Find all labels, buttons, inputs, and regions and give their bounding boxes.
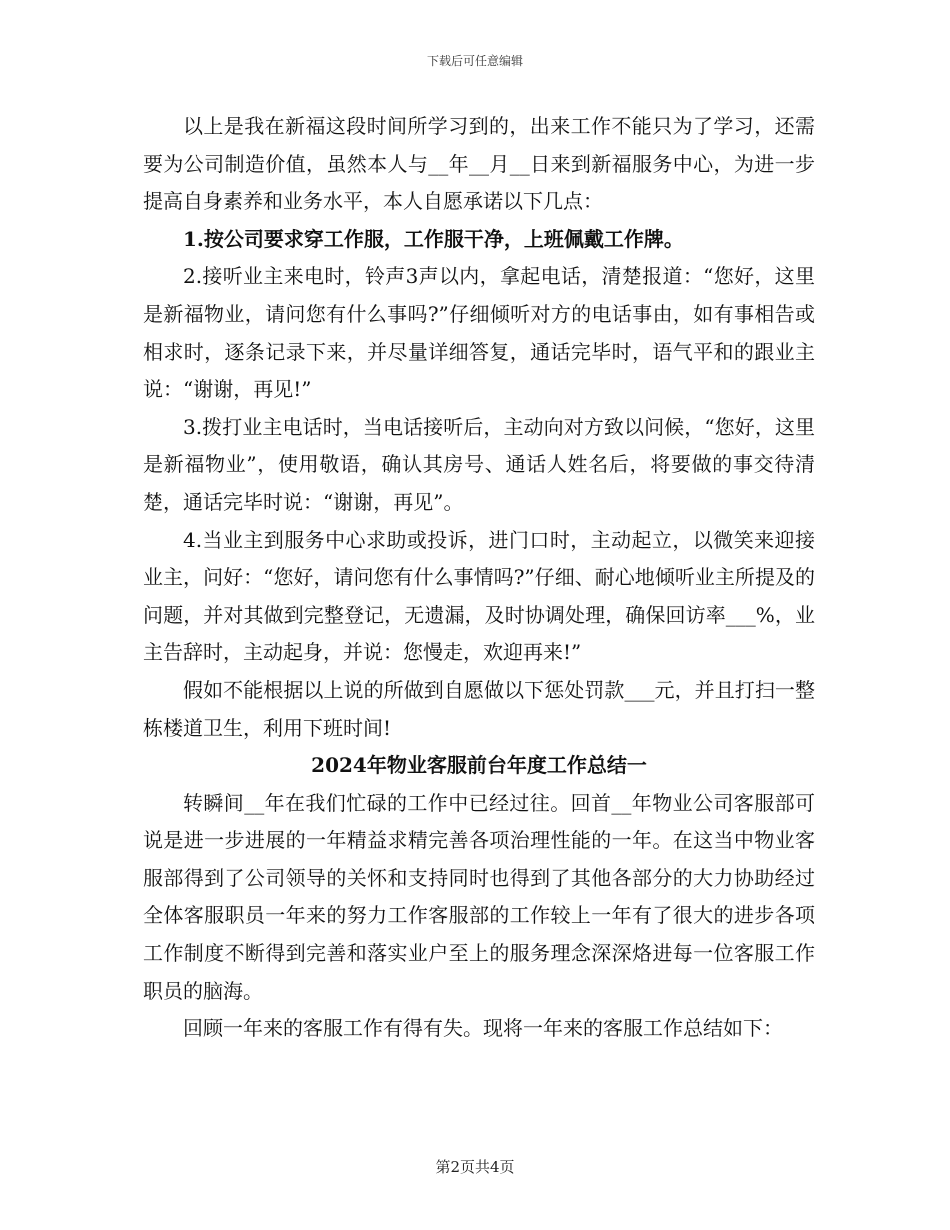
paragraph-item-1: 1.按公司要求穿工作服，工作服干净，上班佩戴工作牌。 bbox=[183, 226, 684, 251]
page-number: 第2页共4页 bbox=[435, 1158, 515, 1176]
paragraph-item-4: 4.当业主到服务中心求助或投诉，进门口时，主动起立，以微笑来迎接业主，问好：“您好，请问您有什么事情吗?”仔细、耐心地倾听业主所提及的问题，并对其做到完整登记，无遗漏，及时协调处理，确保回访率___%，业主告辞时，主动起身，并说：您慢走，欢迎再来!” bbox=[143, 527, 815, 665]
paragraph-summary-review: 回顾一年来的客服工作有得有失。现将一年来的客服工作总结如下： bbox=[183, 1016, 783, 1041]
paragraph-commitment-intro: 以上是我在新福这段时间所学习到的，出来工作不能只为了学习，还需要为公司制造价值，虽然本人与__年__月__日来到新福服务中心，为进一步提高自身素养和业务水平，本人自愿承诺以下几点： bbox=[143, 114, 815, 214]
section-title: 2024年物业客服前台年度工作总结一 bbox=[311, 753, 647, 778]
document-body bbox=[143, 108, 815, 1048]
paragraph-penalty: 假如不能根据以上说的所做到自愿做以下惩处罚款___元，并且打扫一整栋楼道卫生，利用下班时间! bbox=[143, 677, 815, 740]
page-header-note: 下载后可任意编辑 bbox=[426, 54, 523, 68]
paragraph-item-3: 3.拨打业主电话时，当电话接听后，主动向对方致以问候，“您好，这里是新福物业”，使用敬语，确认其房号、通话人姓名后，将要做的事交待清楚，通话完毕时说：“谢谢，再见”。 bbox=[143, 414, 815, 514]
paragraph-summary-intro: 转瞬间__年在我们忙碌的工作中已经过往。回首__年物业公司客服部可说是进一步进展的一年精益求精完善各项治理性能的一年。在这当中物业客服部得到了公司领导的关怀和支持同时也得到了其他各部分的大力协助经过全体客服职员一年来的努力工作客服部的工作较上一年有了很大的进步各项工作制度不断得到完善和落实业户至上的服务理念深深烙进每一位客服工作职员的脑海。 bbox=[143, 790, 815, 1003]
paragraph-item-2: 2.接听业主来电时，铃声3声以内，拿起电话，清楚报道：“您好，这里是新福物业，请问您有什么事吗?”仔细倾听对方的电话事由，如有事相告或相求时，逐条记录下来，并尽量详细答复，通话完毕时，语气平和的跟业主说：“谢谢，再见!” bbox=[143, 264, 815, 402]
